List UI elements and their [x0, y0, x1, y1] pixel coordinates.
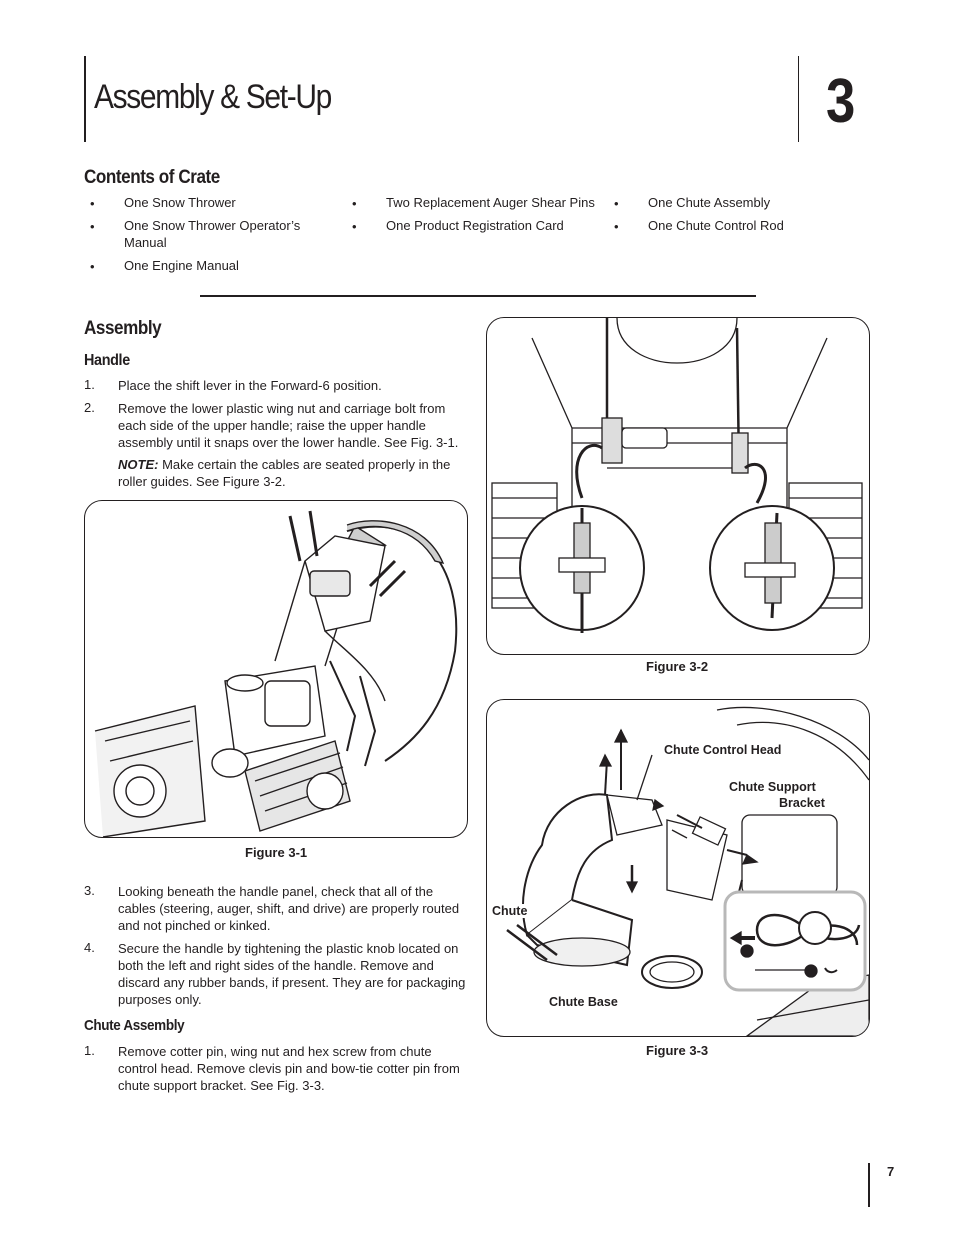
step-number: 1. — [84, 1043, 95, 1058]
figure-3-2 — [486, 317, 870, 655]
bullet-icon: • — [614, 219, 619, 234]
step-text: Secure the handle by tightening the plastic knob located on both the left and right sides of the handle. Remove and discard any rubber bands, if present. They are for packaging purposes only. — [118, 941, 466, 1007]
chapter-number: 3 — [826, 67, 856, 136]
figure-3-2-caption: Figure 3-2 — [646, 659, 709, 674]
figure-3-1 — [84, 500, 468, 838]
contents-heading: Contents of Crate — [84, 167, 220, 188]
crate-item: One Product Registration Card — [386, 218, 564, 233]
snow-thrower-handle-illustration — [85, 501, 467, 837]
footer-rule — [868, 1163, 870, 1207]
bullet-icon: • — [90, 196, 95, 211]
crate-item: One Chute Control Rod — [648, 218, 784, 233]
section-divider — [200, 295, 756, 297]
bullet-icon: • — [352, 219, 357, 234]
bullet-icon: • — [614, 196, 619, 211]
note-label: NOTE: — [118, 457, 159, 472]
note-paragraph — [118, 456, 468, 490]
crate-item: Two Replacement Auger Shear Pins — [386, 195, 595, 210]
chapter-title: Assembly & Set-Up — [94, 78, 331, 116]
step-number: 3. — [84, 883, 95, 898]
step-number: 2. — [84, 400, 95, 415]
crate-item: One Chute Assembly — [648, 195, 771, 210]
label-chute-control-head: Chute Control Head — [664, 743, 782, 757]
label-chute-support: Chute Support — [729, 780, 816, 794]
crate-item: One Snow Thrower Operator’s Manual — [124, 218, 301, 250]
page-number: 7 — [887, 1164, 895, 1179]
bullet-icon: • — [90, 219, 95, 234]
step-text: Remove cotter pin, wing nut and hex screw from chute control head. Remove clevis pin and bow-tie cotter pin from chute support bracket. See Fig. 3-3. — [118, 1044, 460, 1093]
figure-3-3-caption: Figure 3-3 — [646, 1043, 709, 1058]
label-bracket: Bracket — [779, 796, 825, 810]
bullet-icon: • — [352, 196, 357, 211]
cable-roller-guides-illustration — [487, 318, 869, 654]
header-rule-left — [84, 56, 86, 142]
assembly-heading: Assembly — [84, 318, 162, 339]
step-number: 4. — [84, 940, 95, 955]
step-number: 1. — [84, 377, 95, 392]
bullet-icon: • — [90, 259, 95, 274]
figure-3-3 — [486, 699, 870, 1037]
figure-3-1-caption: Figure 3-1 — [245, 845, 308, 860]
crate-item: One Engine Manual — [124, 258, 239, 273]
handle-heading: Handle — [84, 352, 130, 369]
label-chute-base: Chute Base — [549, 995, 618, 1009]
chute-assembly-heading: Chute Assembly — [84, 1017, 185, 1034]
header-rule-right — [798, 56, 799, 142]
step-text: Remove the lower plastic wing nut and carriage bolt from each side of the upper handle; raise the upper handle assembly until it snaps over the lower handle. See Fig. 3-1. — [118, 401, 459, 450]
crate-item: One Snow Thrower — [124, 195, 236, 210]
step-text: Place the shift lever in the Forward-6 position. — [118, 378, 382, 393]
note-text: Make certain the cables are seated properly in the roller guides. See Figure 3-2. — [118, 457, 451, 489]
label-chute: Chute — [492, 904, 528, 918]
step-text: Looking beneath the handle panel, check that all of the cables (steering, auger, shift, and drive) are properly routed and not pinched or kinked. — [118, 884, 460, 933]
